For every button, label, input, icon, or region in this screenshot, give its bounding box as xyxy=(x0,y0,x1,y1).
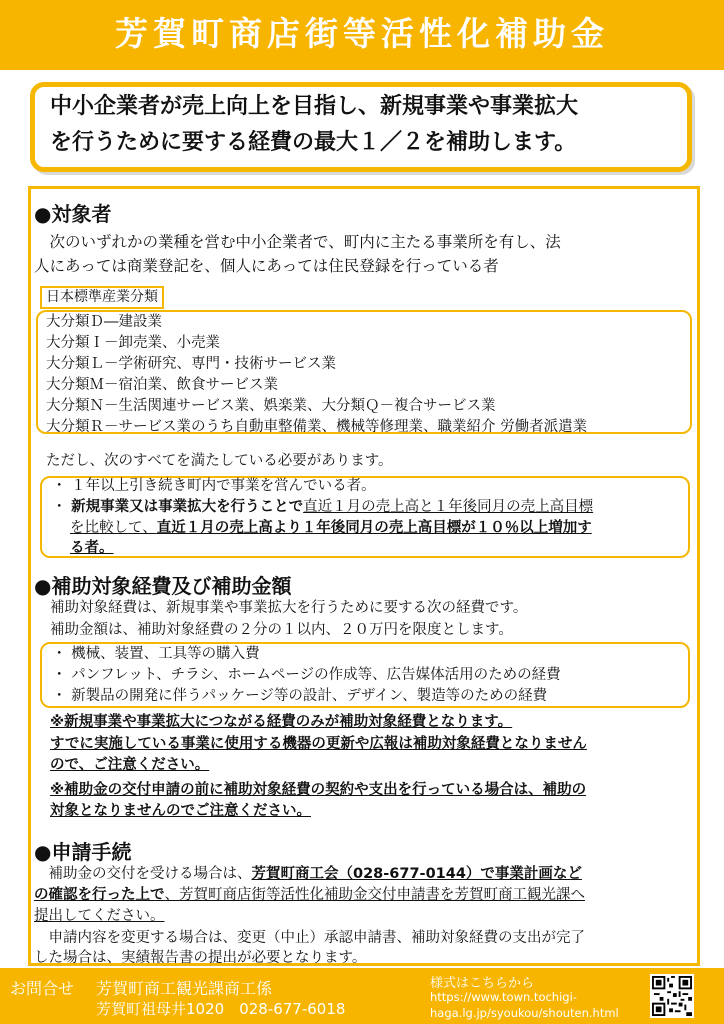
expense-items xyxy=(52,644,561,707)
expenses-desc-1: 補助対象経費は、新規事業や事業拡大を行うために要する次の経費です。 xyxy=(50,600,528,616)
cond2-underline-b: 直近１月の売上高と１年後同月の売上高目標 xyxy=(303,499,594,515)
procedure-p2-line-2: した場合は、実績報告書の提出が必要となります。 xyxy=(34,950,367,966)
url-line-1[interactable]: https://www.town.tochigi- xyxy=(430,990,577,1004)
industry-item: 大分類Ｎ－生活関連サービス業、娯楽業、大分類Ｑ－複合サービス業 xyxy=(46,398,496,414)
procedure-p1-line-3: 提出してください。 xyxy=(34,908,165,924)
target-desc-line-2: 人にあっては商業登記を、個人にあっては住民登録を行っている者 xyxy=(34,257,499,275)
procedure-p1-line-2 xyxy=(34,885,585,906)
target-desc-line-1: 次のいずれかの業種を営む中小企業者で、町内に主たる事業所を有し、法 xyxy=(34,233,561,251)
industry-list xyxy=(46,312,587,438)
condition-2-line-2 xyxy=(70,518,592,539)
condition-1: ・ １年以上引き続き町内で事業を営んでいる者。 xyxy=(52,478,376,494)
expense-item: ・ 新製品の開発に伴うパッケージ等の設計、デザイン、製造等のための経費 xyxy=(52,688,548,704)
industry-item: 大分類Ｄ―建設業 xyxy=(46,314,162,330)
note-2-line-1: ※補助金の交付申請の前に補助対象経費の契約や支出を行っている場合は、補助の xyxy=(50,782,587,798)
p1-d: 、芳賀町商店街等活性化補助金交付申請書を芳賀町商工観光課へ xyxy=(164,887,585,903)
qr-code-icon[interactable] xyxy=(650,974,694,1018)
industry-item: 大分類Ｍ－宿泊業、飲食サービス業 xyxy=(46,377,278,393)
industry-item: 大分類Ｌ－学術研究、専門・技術サービス業 xyxy=(46,356,336,372)
lead-line-1: 中小企業者が売上向上を目指し、新規事業や事業拡大 xyxy=(50,94,579,119)
condition-intro: ただし、次のすべてを満たしている必要があります。 xyxy=(46,453,393,469)
cond2-underline-c: を比較して、 xyxy=(70,520,157,536)
p1-b: 芳賀町商工会（028-677-0144）で事業計画など xyxy=(251,866,582,882)
note-2-line-2: 対象となりませんのでご注意ください。 xyxy=(50,803,311,819)
note-1-line-1: ※新規事業や事業拡大につながる経費のみが補助対象経費となります。 xyxy=(50,714,513,730)
industry-classification-tag: 日本標準産業分類 xyxy=(40,286,164,309)
bullet: ・ xyxy=(52,499,67,515)
lead-text xyxy=(50,89,690,161)
contact-label: お問合せ xyxy=(10,979,75,998)
qr-code-graphic xyxy=(652,976,692,1016)
expense-item: ・ 機械、装置、工具等の購入費 xyxy=(52,646,260,662)
cond2-bold-d: 直近１月の売上高より１年後同月の売上高目標が１０％以上増加す xyxy=(156,520,592,536)
url-line-2[interactable]: haga.lg.jp/syoukou/shouten.html xyxy=(430,1006,619,1020)
note-1-line-3: ので、ご注意ください。 xyxy=(50,757,210,773)
p1-c: の確認を行った上で xyxy=(34,887,165,903)
p1-a: 補助金の交付を受ける場合は、 xyxy=(34,866,252,882)
expenses-heading: ●補助対象経費及び補助金額 xyxy=(34,574,292,598)
note-1-line-2: すでに実施している事業に使用する機器の更新や広報は補助対象経費となりません xyxy=(50,736,587,752)
expense-item: ・ パンフレット、チラシ、ホームページの作成等、広告媒体活用のための経費 xyxy=(52,667,561,683)
expenses-desc-2: 補助金額は、補助対象経費の２分の１以内、２０万円を限度とします。 xyxy=(50,622,513,638)
contact-dept: 芳賀町商工観光課商工係 xyxy=(96,979,273,998)
form-label: 様式はこちらから xyxy=(430,976,535,991)
procedure-p2-line-1: 申請内容を変更する場合は、変更（中止）承認申請書、補助対象経費の支出が完了 xyxy=(34,930,585,946)
condition-2-line-1 xyxy=(52,497,593,518)
lead-line-2: を行うために要する経費の最大１／２を補助します。 xyxy=(50,130,577,155)
condition-2-line-3: る者。 xyxy=(70,540,114,556)
contact-address: 芳賀町祖母井1020 028-677-6018 xyxy=(96,1000,346,1018)
procedure-heading: ●申請手続 xyxy=(34,840,132,864)
cond2-bold-a: 新規事業又は事業拡大を行うことで xyxy=(71,499,304,515)
page-title: 芳賀町商店街等活性化補助金 xyxy=(0,0,724,70)
procedure-p1-line-1 xyxy=(34,864,582,885)
industry-item: 大分類Ｉ－卸売業、小売業 xyxy=(46,335,220,351)
industry-item: 大分類Ｒ－サービス業のうち自動車整備業、機械等修理業、職業紹介 労働者派遣業 xyxy=(46,419,588,435)
target-heading: ●対象者 xyxy=(34,202,112,226)
